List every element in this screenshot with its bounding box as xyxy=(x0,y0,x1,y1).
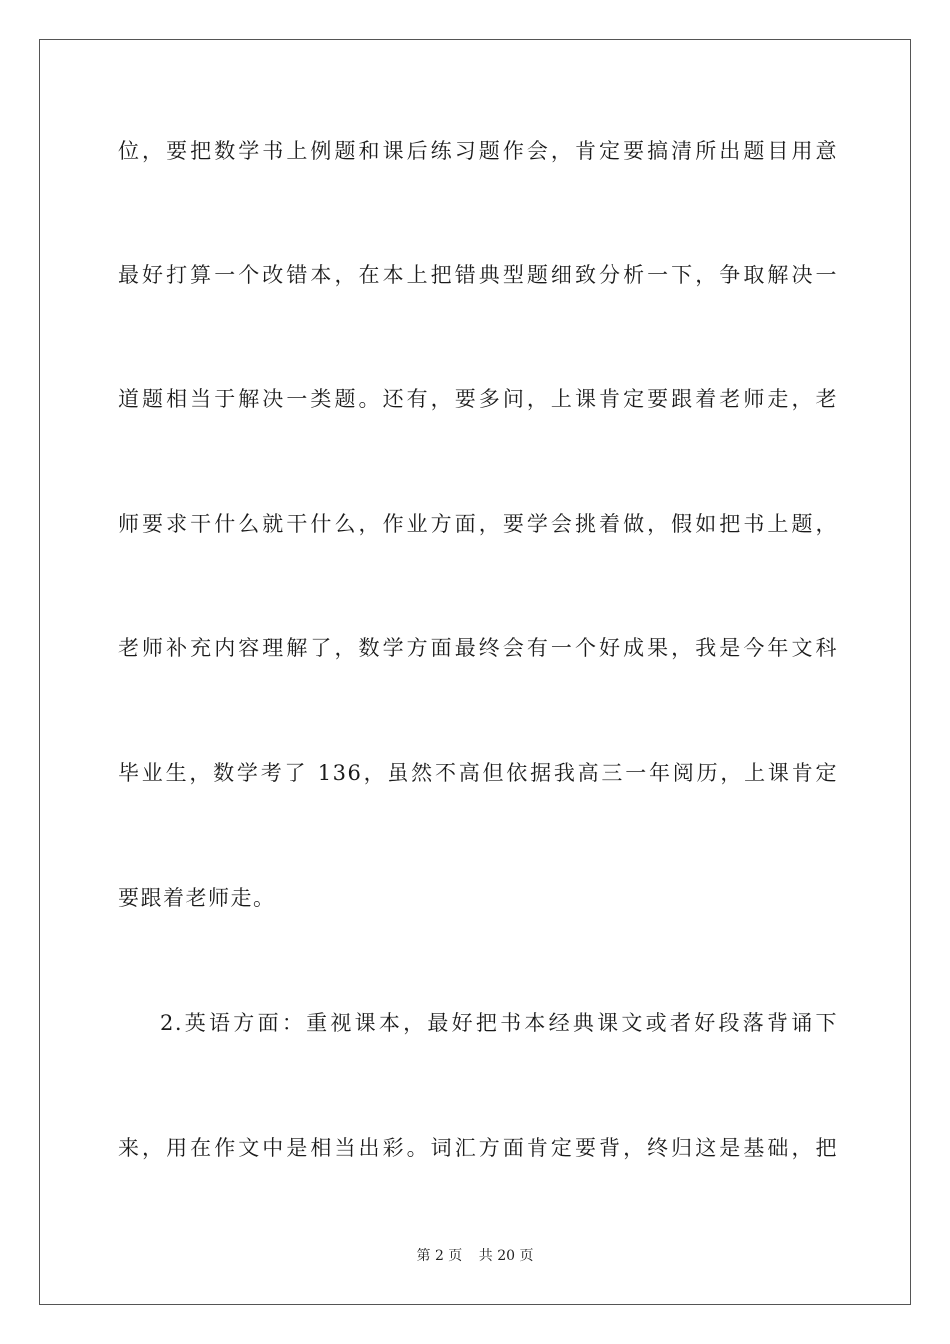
text-line-2: 最好打算一个改错本，在本上把错典型题细致分析一下，争取解决一 xyxy=(118,263,838,287)
page-footer xyxy=(0,1246,950,1266)
text-line-3: 道题相当于解决一类题。还有，要多问，上课肯定要跟着老师走，老 xyxy=(118,387,838,411)
page-border xyxy=(39,39,911,1305)
text-line-4: 师要求干什么就干什么，作业方面，要学会挑着做，假如把书上题， xyxy=(118,512,838,536)
text-line-1: 位，要把数学书上例题和课后练习题作会，肯定要搞清所出题目用意 xyxy=(118,139,838,163)
page-total: 共 20 页 xyxy=(478,1248,534,1264)
text-line-7: 要跟着老师走。 xyxy=(118,886,276,910)
text-line-9: 来，用在作文中是相当出彩。词汇方面肯定要背，终归这是基础，把 xyxy=(118,1136,838,1160)
text-line-6: 毕业生，数学考了 136，虽然不高但依据我高三一年阅历，上课肯定 xyxy=(118,761,838,785)
text-line-5: 老师补充内容理解了，数学方面最终会有一个好成果，我是今年文科 xyxy=(118,636,838,660)
page-number: 第 2 页 xyxy=(416,1248,463,1264)
text-line-8-paragraph-start: 2.英语方面：重视课本，最好把书本经典课文或者好段落背诵下 xyxy=(160,1011,838,1035)
